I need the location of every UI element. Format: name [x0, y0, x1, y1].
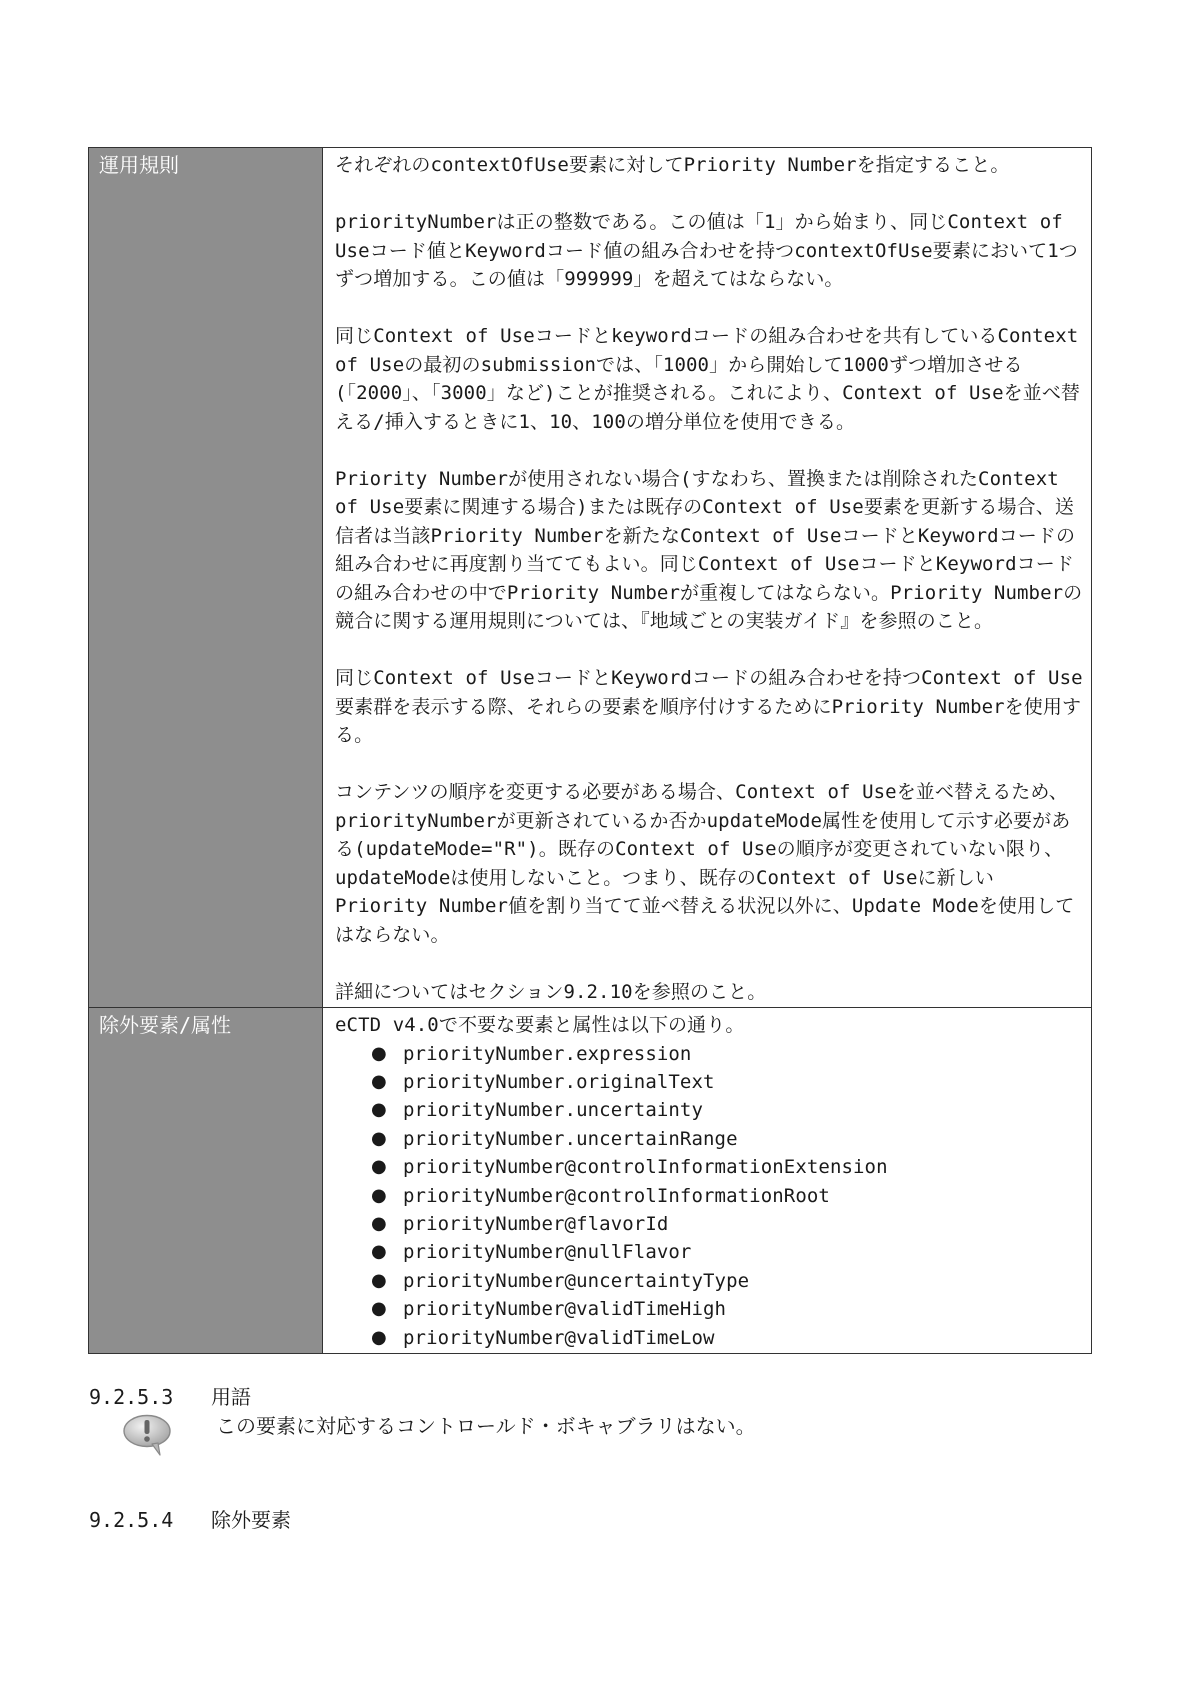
bullet-icon: ●	[371, 1298, 387, 1320]
list-item	[371, 1324, 1083, 1352]
list-item-text: priorityNumber.expression	[403, 1042, 692, 1065]
list-item	[371, 1125, 1083, 1153]
list-item-text: priorityNumber.uncertainty	[403, 1099, 704, 1122]
excluded-content	[323, 1008, 1092, 1354]
list-item	[371, 1153, 1083, 1181]
list-item	[371, 1068, 1083, 1096]
exclamation-speech-bubble-icon	[122, 1414, 172, 1456]
section-title: 用語	[211, 1385, 251, 1409]
rule-paragraph: それぞれのcontextOfUse要素に対してPriority Numberを指定すること。	[335, 154, 1010, 176]
rule-paragraph: コンテンツの順序を変更する必要がある場合、Context of Useを並べ替えるため、priorityNumberが更新されているか否かupdateMode属性を使用して示す必要がある(updateMode="R")。既存のContext of Useの順序が変更されていない限り、updateModeは使用しないこと。つまり、既存のContext of Useに新しいPriority Number値を割り当てて並べ替える状況以外に、Update Modeを使用してはならない。	[335, 781, 1075, 946]
table-row-excluded-elements	[89, 1008, 1092, 1354]
rule-paragraph: 同じContext of UseコードとKeywordコードの組み合わせを持つContext of Use要素群を表示する際、それらの要素を順序付けするためにPriority Numberを使用する。	[335, 667, 1083, 746]
rule-paragraph: 詳細についてはセクション9.2.10を参照のこと。	[335, 980, 767, 1003]
row-label: 運用規則	[89, 148, 323, 1008]
list-item-text: priorityNumber@validTimeHigh	[403, 1298, 727, 1321]
bullet-icon: ●	[371, 1099, 387, 1121]
row-label: 除外要素/属性	[89, 1008, 323, 1354]
list-item	[371, 1182, 1083, 1210]
list-item-text: priorityNumber.uncertainRange	[403, 1127, 738, 1150]
list-item-text: priorityNumber@controlInformationExtension	[403, 1156, 888, 1179]
bullet-icon: ●	[371, 1241, 387, 1263]
section-title: 除外要素	[211, 1508, 291, 1532]
list-item	[371, 1295, 1083, 1323]
section-number: 9.2.5.4	[89, 1508, 174, 1532]
bullet-icon: ●	[371, 1070, 387, 1092]
bullet-icon: ●	[371, 1156, 387, 1178]
bullet-icon: ●	[371, 1269, 387, 1291]
list-item	[371, 1096, 1083, 1124]
bullet-icon: ●	[371, 1184, 387, 1206]
list-item	[371, 1238, 1083, 1266]
rules-content	[323, 148, 1092, 1008]
table-row-operational-rules	[89, 148, 1092, 1008]
bullet-icon: ●	[371, 1212, 387, 1234]
list-item-text: priorityNumber@controlInformationRoot	[403, 1184, 830, 1207]
rule-paragraph: 同じContext of Useコードとkeywordコードの組み合わせを共有しているContext of Useの最初のsubmissionでは、「1000」から開始して1000ずつ増加させる(「2000」、「3000」など)ことが推奨される。これにより、Context of Useを並べ替える/挿入するときに1、10、100の増分単位を使用できる。	[335, 325, 1081, 433]
section-number: 9.2.5.3	[89, 1385, 174, 1409]
list-item	[371, 1267, 1083, 1295]
rule-paragraph: priorityNumberは正の整数である。この値は「1」から始まり、同じContext of Useコード値とKeywordコード値の組み合わせを持つcontextOfUse要素において1つずつ増加する。この値は「999999」を超えてはならない。	[335, 211, 1078, 290]
excluded-intro: eCTD v4.0で不要な要素と属性は以下の通り。	[335, 1014, 745, 1036]
list-item-text: priorityNumber@nullFlavor	[403, 1241, 692, 1264]
list-item-text: priorityNumber@validTimeLow	[403, 1326, 715, 1349]
list-item	[371, 1040, 1083, 1068]
list-item-text: priorityNumber.originalText	[403, 1070, 715, 1093]
rule-paragraph: Priority Numberが使用されない場合(すなわち、置換または削除されたContext of Use要素に関連する場合)または既存のContext of Use要素を更新する場合、送信者は当該Priority Numberを新たなContext of UseコードとKeywordコードの組み合わせに再度割り当ててもよい。同じContext of UseコードとKeywordコードの組み合わせの中でPriority Numberが重複してはならない。Priority Numberの競合に関する運用規則については、『地域ごとの実装ガイド』を参照のこと。	[335, 467, 1083, 632]
spec-table	[88, 147, 1092, 1354]
bullet-icon: ●	[371, 1042, 387, 1064]
section-heading-terms	[89, 1383, 251, 1411]
bullet-icon: ●	[371, 1127, 387, 1149]
list-item	[371, 1210, 1083, 1238]
excluded-list	[335, 1040, 1083, 1352]
list-item-text: priorityNumber@uncertaintyType	[403, 1269, 750, 1292]
note-text: この要素に対応するコントロールド・ボキャブラリはない。	[216, 1414, 756, 1438]
section-heading-excluded-elements	[89, 1506, 291, 1534]
list-item-text: priorityNumber@flavorId	[403, 1212, 669, 1235]
bullet-icon: ●	[371, 1326, 387, 1348]
